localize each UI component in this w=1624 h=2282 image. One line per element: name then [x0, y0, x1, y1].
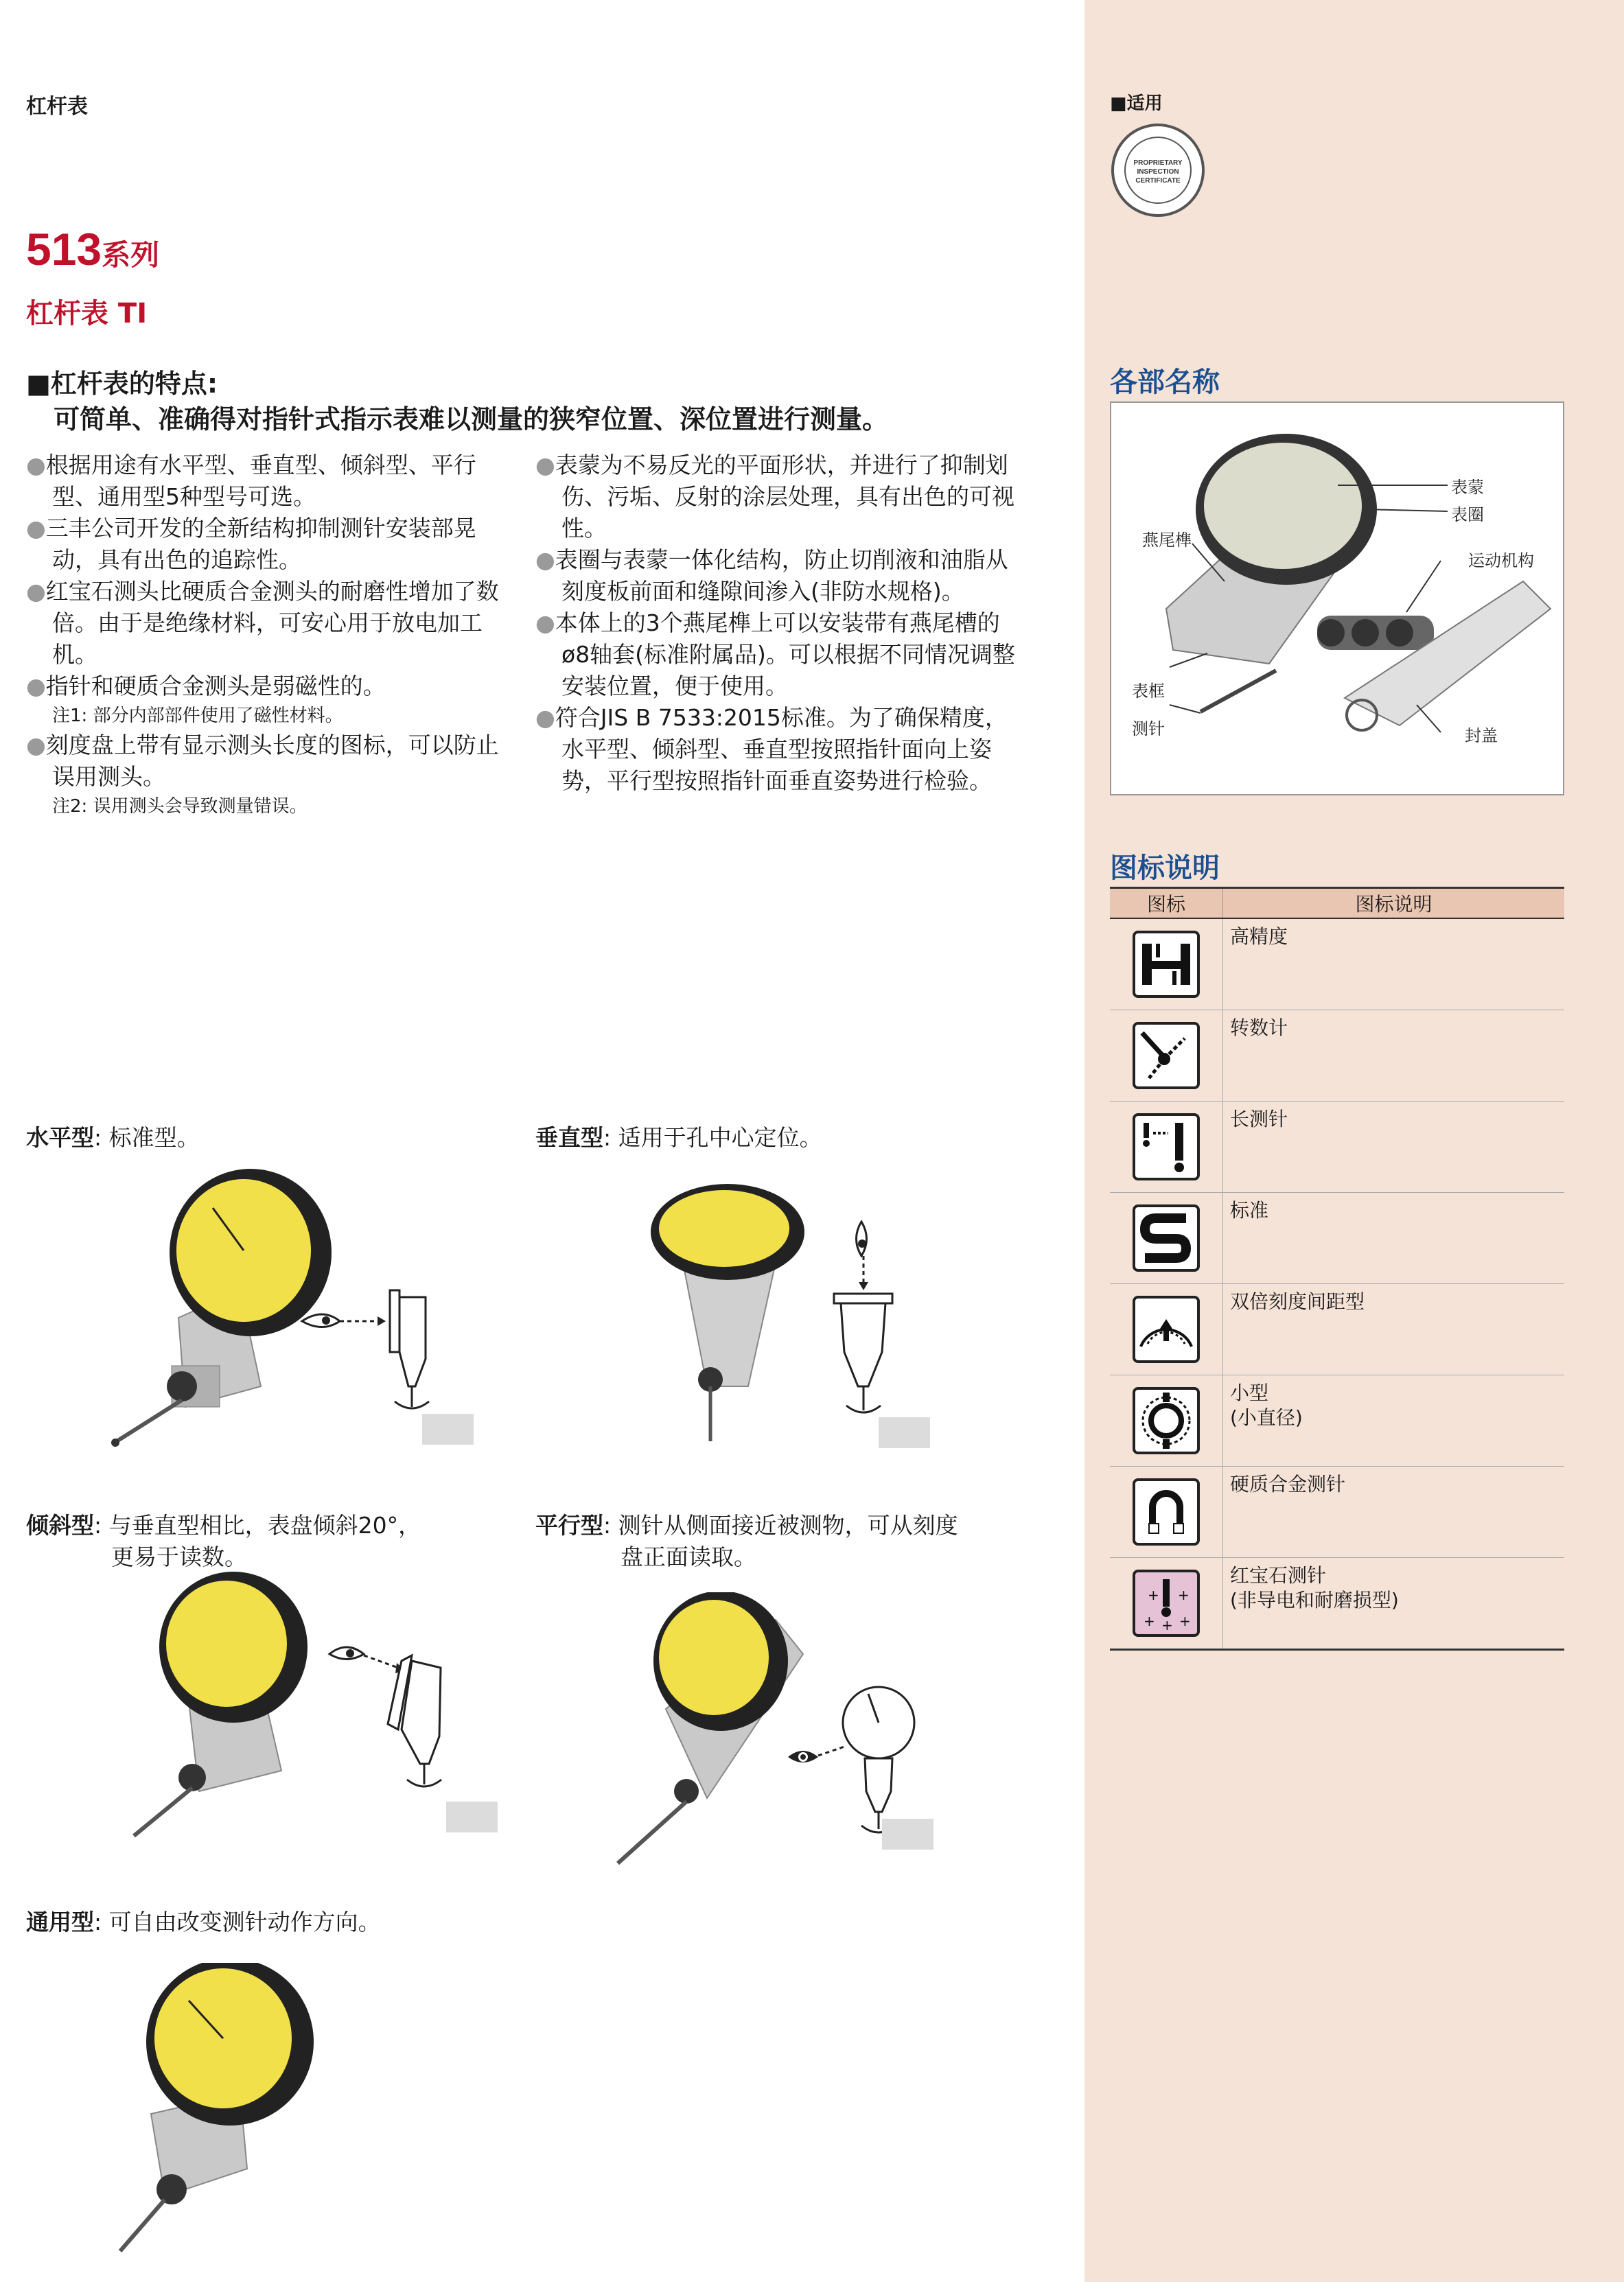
feature-bullet: ●刻度盘上带有显示测头长度的图标，可以防止误用测头。: [26, 732, 499, 790]
tilted-type-illustration: [124, 1565, 508, 1853]
svg-text:PROPRIETARY: PROPRIETARY: [1133, 159, 1183, 167]
part-label-dovetail: 燕尾榫: [1142, 531, 1192, 550]
category-label: 杠杆表: [26, 95, 88, 119]
universal-type-illustration: [110, 1963, 336, 2265]
part-label-bezel: 表圈: [1451, 505, 1484, 524]
svg-text:+: +: [1178, 1587, 1190, 1603]
features-right-column: [535, 450, 1023, 797]
double-scale-icon: [1133, 1296, 1200, 1363]
parallel-type-illustration: [604, 1592, 940, 1874]
feature-bullet: ●根据用途有水平型、垂直型、倾斜型、平行型、通用型5种型号可选。: [26, 452, 476, 510]
svg-text:CERTIFICATE: CERTIFICATE: [1135, 177, 1181, 185]
type-tilted-label: 倾斜型: 与垂直型相比，表盘倾斜20°， 更易于读数。: [26, 1512, 421, 1570]
series-suffix: 系列: [102, 238, 160, 272]
features-lead: 可简单、准确得对指针式指示表难以测量的狭窄位置、深位置进行测量。: [54, 404, 889, 434]
type-parallel-label: 平行型: 测针从侧面接近被测物，可从刻度 盘正面读取。: [535, 1512, 958, 1570]
table-row: [1110, 1284, 1564, 1375]
carbide-stylus-icon: [1133, 1478, 1200, 1546]
icon-description: 转数计: [1223, 1010, 1565, 1102]
small-diameter-icon: [1133, 1387, 1200, 1454]
type-vertical-label: 垂直型: 适用于孔中心定位。: [535, 1124, 822, 1151]
vertical-type-illustration: [645, 1180, 940, 1455]
revolution-counter-icon: [1133, 1022, 1200, 1089]
svg-text:+: +: [1148, 1587, 1159, 1603]
svg-text:INSPECTION: INSPECTION: [1137, 168, 1179, 176]
part-label-crystal: 表蒙: [1451, 478, 1484, 497]
icon-legend-table: [1110, 887, 1564, 1651]
table-row: [1110, 1375, 1564, 1467]
table-row: [1110, 1558, 1564, 1650]
eye-icon: [329, 1647, 364, 1660]
eye-icon: [302, 1314, 340, 1327]
table-row: [1110, 918, 1564, 1010]
feature-bullet: ●三丰公司开发的全新结构抑制测针安装部晃动，具有出色的追踪性。: [26, 515, 476, 573]
parts-diagram: [1110, 401, 1564, 795]
icon-column-header: 图标: [1110, 888, 1223, 919]
feature-bullet: ●红宝石测头比硬质合金测头的耐磨性增加了数倍。由于是绝缘材料，可安心用于放电加工机。: [26, 578, 499, 668]
standard-icon: [1133, 1204, 1200, 1272]
applicable-label: ■适用: [1110, 93, 1163, 114]
description-column-header: 图标说明: [1223, 888, 1565, 919]
part-label-cover: 封盖: [1465, 726, 1498, 745]
table-row: [1110, 1193, 1564, 1284]
part-label-stylus: 测针: [1132, 719, 1165, 738]
parts-title: 各部名称: [1110, 366, 1220, 398]
feature-note: 注2: 误用测头会导致测量错误。: [52, 796, 308, 817]
eye-icon: [788, 1751, 818, 1762]
table-row: [1110, 1102, 1564, 1193]
part-label-frame: 表框: [1132, 682, 1165, 701]
feature-bullet: ●本体上的3个燕尾榫上可以安装带有燕尾槽的ø8轴套(标准附属品)。可以根据不同情况调整安装位置，便于使用。: [535, 609, 1015, 699]
icon-description: 红宝石测针 (非导电和耐磨损型): [1223, 1558, 1565, 1650]
svg-text:+: +: [1179, 1613, 1191, 1629]
svg-text:+: +: [1161, 1617, 1173, 1633]
icon-description: 高精度: [1223, 918, 1565, 1010]
horizontal-type-illustration: [103, 1160, 487, 1455]
table-row: [1110, 1467, 1564, 1558]
series-subtitle: 杠杆表 TI: [26, 298, 148, 329]
icon-description: 长测针: [1223, 1102, 1565, 1193]
high-accuracy-icon: [1133, 931, 1200, 998]
part-label-mechanism: 运动机构: [1468, 551, 1534, 570]
features-left-column: [26, 450, 513, 820]
icon-description: 标准: [1223, 1193, 1565, 1284]
icon-description: 双倍刻度间距型: [1223, 1284, 1565, 1375]
long-stylus-icon: [1133, 1113, 1200, 1180]
eye-icon: [857, 1222, 867, 1256]
icon-description: 小型 (小直径): [1223, 1375, 1565, 1467]
type-horizontal-label: 水平型: 标准型。: [26, 1124, 200, 1151]
feature-bullet: ●表蒙为不易反光的平面形状，并进行了抑制划伤、污垢、反射的涂层处理，具有出色的可视性。: [535, 452, 1014, 542]
feature-bullet: ●指针和硬质合金测头是弱磁性的。: [26, 673, 386, 699]
features-heading: ■杠杆表的特点:: [26, 369, 218, 399]
type-universal-label: 通用型: 可自由改变测针动作方向。: [26, 1909, 381, 1935]
ruby-stylus-icon: [1133, 1570, 1200, 1637]
feature-note: 注1: 部分内部部件使用了磁性材料。: [52, 706, 343, 726]
feature-bullet: ●符合JIS B 7533:2015标准。为了确保精度，水平型、倾斜型、垂直型按照指针面向上姿势，平行型按照指针面垂直姿势进行检验。: [535, 704, 1008, 794]
series-number: 513: [26, 224, 102, 275]
inspection-certificate-seal-icon: [1110, 122, 1206, 218]
feature-bullet: ●表圈与表蒙一体化结构，防止切削液和油脂从刻度板前面和缝隙间渗入(非防水规格)。: [535, 546, 1008, 605]
series-title: [26, 223, 159, 275]
icon-description: 硬质合金测针: [1223, 1467, 1565, 1558]
svg-text:+: +: [1144, 1613, 1155, 1629]
table-row: [1110, 1010, 1564, 1102]
icon-legend-title: 图标说明: [1110, 852, 1220, 884]
